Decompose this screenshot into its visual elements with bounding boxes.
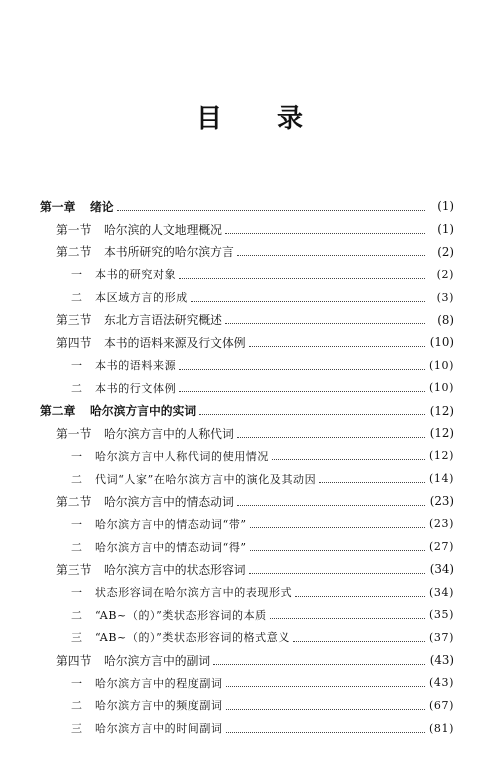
toc-entry-page-number: (10) bbox=[429, 381, 454, 395]
toc-entry-chapter[interactable] bbox=[40, 195, 454, 218]
dot-leader bbox=[179, 278, 425, 279]
toc-entry-label: “AB~（的）”类状态形容词的本质 bbox=[95, 608, 267, 622]
toc-entry-label: 代词“人家”在哈尔滨方言中的演化及其动因 bbox=[95, 472, 317, 486]
dot-leader bbox=[225, 233, 425, 234]
toc-entry-sub[interactable] bbox=[40, 263, 454, 286]
toc-entry-label: 本书的研究对象 bbox=[95, 268, 177, 282]
toc-entry-page-number: (14) bbox=[429, 472, 454, 486]
toc-entry-page-number: (2) bbox=[436, 267, 454, 281]
toc-entry-number: 第四节 bbox=[56, 335, 92, 350]
toc-entry-page-number: (1) bbox=[437, 199, 454, 214]
toc-entry-sub[interactable] bbox=[40, 377, 454, 400]
toc-entry-label: 哈尔滨方言中的程度副词 bbox=[95, 676, 223, 690]
dot-leader bbox=[213, 664, 425, 665]
toc-entry-number: 第一节 bbox=[56, 426, 92, 441]
toc-entry-page-number: (34) bbox=[429, 562, 454, 577]
dot-leader bbox=[250, 527, 425, 528]
dot-leader bbox=[237, 255, 425, 256]
toc-entry-section[interactable] bbox=[40, 240, 454, 263]
toc-entry-section[interactable] bbox=[40, 490, 454, 513]
toc-entry-sub[interactable] bbox=[40, 694, 454, 717]
toc-entry-section[interactable] bbox=[40, 649, 454, 672]
toc-entry-number: 第三节 bbox=[56, 313, 92, 328]
page-title bbox=[0, 98, 500, 135]
toc-entry-page-number: (12) bbox=[429, 403, 454, 418]
toc-entry-page-number: (10) bbox=[429, 335, 454, 350]
toc-entry-sub[interactable] bbox=[40, 286, 454, 309]
toc-entry-page-number: (1) bbox=[437, 222, 454, 237]
toc-entry-label: 哈尔滨方言中的情态动词“带” bbox=[95, 517, 247, 531]
toc-entry-page-number: (23) bbox=[429, 494, 454, 509]
dot-leader bbox=[226, 732, 425, 733]
toc-entry-section[interactable] bbox=[40, 558, 454, 581]
toc-entry-page-number: (23) bbox=[429, 517, 454, 531]
toc-entry-label: 状态形容词在哈尔滨方言中的表现形式 bbox=[95, 586, 293, 600]
toc-entry-number: 二 bbox=[71, 699, 83, 713]
toc-entry-sub[interactable] bbox=[40, 467, 454, 490]
dot-leader bbox=[237, 437, 425, 438]
dot-leader bbox=[249, 346, 425, 347]
toc-entry-number: 二 bbox=[71, 472, 83, 486]
toc-entry-label: 东北方言语法研究概述 bbox=[104, 313, 222, 328]
toc-entry-page-number: (27) bbox=[429, 540, 454, 554]
toc-entry-sub[interactable] bbox=[40, 445, 454, 468]
dot-leader bbox=[226, 709, 425, 710]
toc-entry-label: 本书所研究的哈尔滨方言 bbox=[104, 245, 234, 260]
dot-leader bbox=[237, 505, 425, 506]
toc-entry-page-number: (12) bbox=[429, 449, 454, 463]
toc-entry-number: 三 bbox=[71, 631, 83, 645]
toc-entry-label: 哈尔滨方言中的情态动词“得” bbox=[95, 540, 247, 554]
toc-entry-section[interactable] bbox=[40, 331, 454, 354]
toc-entry-label: 哈尔滨的人文地理概况 bbox=[104, 222, 222, 237]
toc-entry-page-number: (43) bbox=[429, 676, 454, 690]
toc-entry-page-number: (3) bbox=[436, 290, 454, 304]
toc-entry-sub[interactable] bbox=[40, 671, 454, 694]
toc-entry-label: 哈尔滨方言中的实词 bbox=[90, 404, 197, 419]
toc-entry-sub[interactable] bbox=[40, 717, 454, 740]
toc-entry-sub[interactable] bbox=[40, 354, 454, 377]
dot-leader bbox=[179, 369, 425, 370]
table-of-contents bbox=[40, 195, 454, 740]
dot-leader bbox=[226, 686, 425, 687]
toc-entry-number: 一 bbox=[71, 517, 83, 531]
dot-leader bbox=[250, 550, 425, 551]
toc-entry-label: 本书的语料来源及行文体例 bbox=[104, 335, 246, 350]
dot-leader bbox=[191, 301, 425, 302]
toc-entry-page-number: (2) bbox=[437, 244, 454, 259]
toc-entry-label: 哈尔滨方言中的时间副词 bbox=[95, 722, 223, 736]
toc-entry-page-number: (12) bbox=[429, 426, 454, 441]
toc-entry-page-number: (67) bbox=[429, 698, 454, 712]
toc-entry-number: 第一章 bbox=[40, 199, 76, 214]
dot-leader bbox=[199, 414, 425, 415]
dot-leader bbox=[270, 618, 425, 619]
toc-entry-page-number: (81) bbox=[429, 721, 454, 735]
toc-entry-number: 第三节 bbox=[56, 562, 92, 577]
toc-entry-page-number: (8) bbox=[437, 312, 454, 327]
toc-entry-label: 本书的语料来源 bbox=[95, 359, 177, 373]
toc-entry-label: 绪论 bbox=[90, 199, 114, 214]
toc-entry-number: 一 bbox=[71, 359, 83, 373]
toc-entry-number: 第四节 bbox=[56, 653, 92, 668]
toc-entry-section[interactable] bbox=[40, 308, 454, 331]
toc-entry-sub[interactable] bbox=[40, 603, 454, 626]
toc-entry-page-number: (10) bbox=[429, 358, 454, 372]
dot-leader bbox=[295, 596, 425, 597]
toc-entry-sub[interactable] bbox=[40, 626, 454, 649]
toc-entry-sub[interactable] bbox=[40, 535, 454, 558]
toc-entry-sub[interactable] bbox=[40, 513, 454, 536]
toc-entry-page-number: (43) bbox=[429, 653, 454, 668]
toc-entry-number: 第一节 bbox=[56, 222, 92, 237]
toc-entry-number: 二 bbox=[71, 608, 83, 622]
toc-entry-number: 二 bbox=[71, 291, 83, 305]
toc-entry-number: 一 bbox=[71, 449, 83, 463]
toc-entry-label: “AB~（的）”类状态形容词的格式意义 bbox=[95, 631, 290, 645]
dot-leader bbox=[272, 459, 425, 460]
toc-entry-label: 哈尔滨方言中的情态动词 bbox=[104, 494, 234, 509]
toc-entry-section[interactable] bbox=[40, 218, 454, 241]
title-char-2: 录 bbox=[277, 104, 305, 134]
toc-entry-page-number: (35) bbox=[429, 608, 454, 622]
toc-entry-number: 第二章 bbox=[40, 404, 76, 419]
toc-entry-label: 哈尔滨方言中人称代词的使用情况 bbox=[95, 449, 269, 463]
toc-entry-chapter[interactable] bbox=[40, 399, 454, 422]
toc-entry-page-number: (34) bbox=[429, 585, 454, 599]
dot-leader bbox=[319, 482, 425, 483]
toc-entry-number: 二 bbox=[71, 381, 83, 395]
dot-leader bbox=[293, 641, 425, 642]
toc-entry-label: 哈尔滨方言中的频度副词 bbox=[95, 699, 223, 713]
dot-leader bbox=[249, 573, 425, 574]
dot-leader bbox=[179, 391, 425, 392]
toc-entry-number: 三 bbox=[71, 722, 83, 736]
dot-leader bbox=[117, 210, 425, 211]
toc-entry-label: 本书的行文体例 bbox=[95, 381, 177, 395]
toc-entry-number: 第二节 bbox=[56, 494, 92, 509]
toc-entry-number: 一 bbox=[71, 268, 83, 282]
toc-entry-page-number: (37) bbox=[429, 630, 454, 644]
title-char-1: 目 bbox=[195, 104, 223, 134]
toc-entry-number: 二 bbox=[71, 540, 83, 554]
toc-entry-label: 哈尔滨方言中的人称代词 bbox=[104, 426, 234, 441]
toc-entry-label: 哈尔滨方言中的副词 bbox=[104, 653, 211, 668]
toc-entry-number: 一 bbox=[71, 586, 83, 600]
toc-entry-number: 一 bbox=[71, 676, 83, 690]
toc-entry-sub[interactable] bbox=[40, 581, 454, 604]
toc-entry-label: 哈尔滨方言中的状态形容词 bbox=[104, 562, 246, 577]
toc-entry-number: 第二节 bbox=[56, 245, 92, 260]
toc-entry-label: 本区域方言的形成 bbox=[95, 291, 188, 305]
toc-entry-section[interactable] bbox=[40, 422, 454, 445]
dot-leader bbox=[225, 323, 425, 324]
